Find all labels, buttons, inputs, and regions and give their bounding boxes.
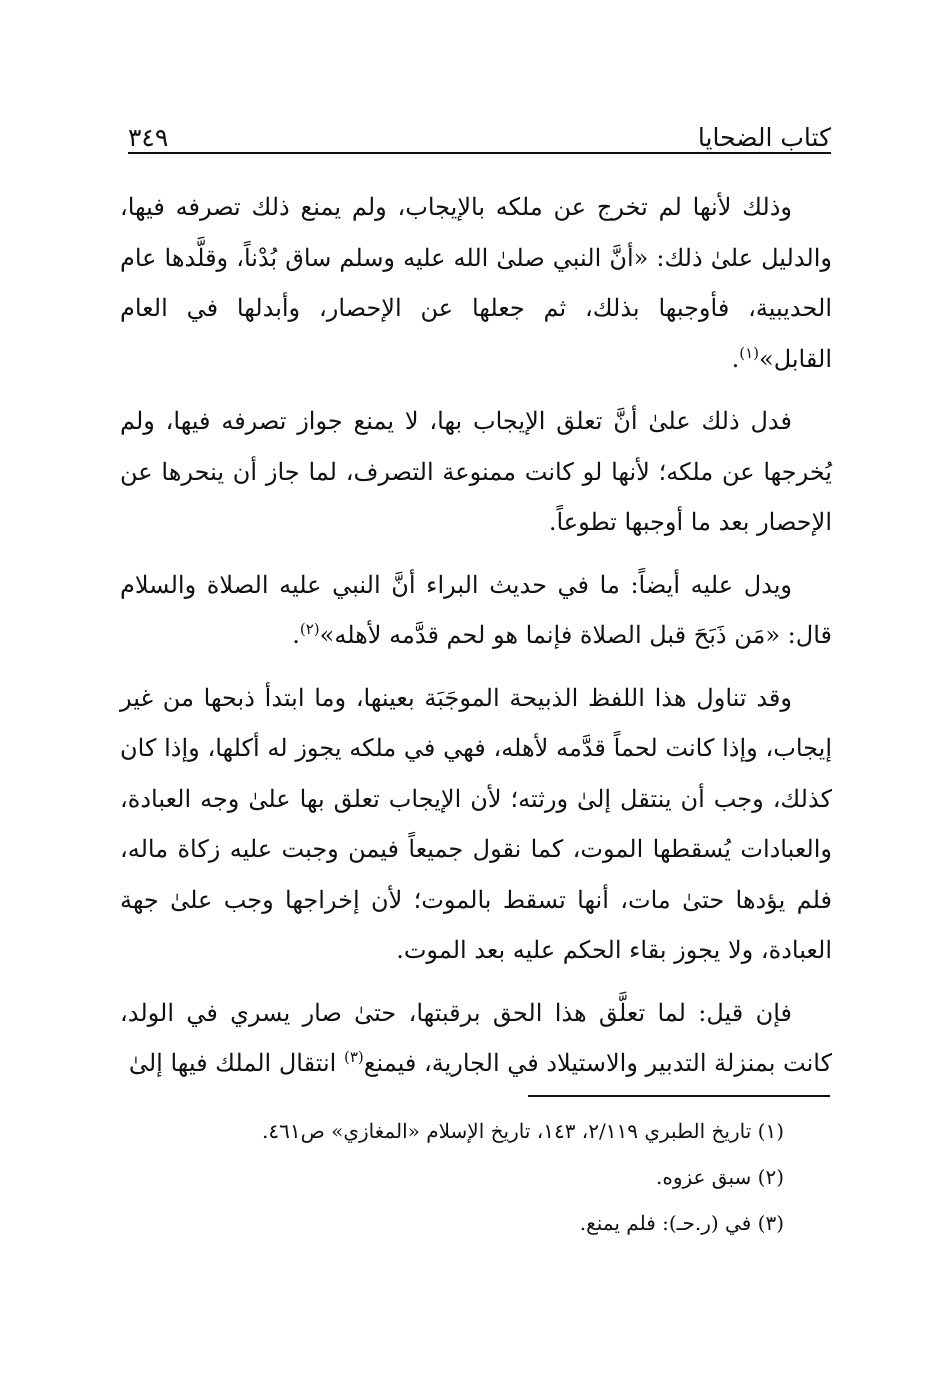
footnote-reference: (١) (739, 343, 760, 362)
footnote: (١) تاريخ الطبري ٢/١١٩، ١٤٣، تاريخ الإسلام «المغازي» ص٤٦١. (261, 1119, 784, 1143)
paragraph: ويدل عليه أيضاً: ما في حديث البراء أنَّ النبي عليه الصلاة والسلام قال: «مَن ذَبَحَ قبل الصلاة فإنما هو لحم قدَّمه لأهله»$^{(٢)}$. (120, 570, 832, 649)
footnote: (٢) سبق عزوه. (655, 1165, 784, 1189)
footnote: (٣) في (ر.حـ): فلم يمنع. (579, 1211, 784, 1235)
paragraph: وذلك لأنها لم تخرج عن ملكه بالإيجاب، ولم يمنع ذلك تصرفه فيها، والدليل علىٰ ذلك: «أنَّ النبي صلىٰ الله عليه وسلم ساق بُدْناً، وقلَّدها عام الحديبية، فأوجبها بذلك، ثم جعلها عن الإحصار، وأبدلها في العام القابل»$^{(١)}$. (120, 193, 832, 373)
footnotes (120, 1108, 784, 1246)
paragraph: فدل ذلك علىٰ أنَّ تعلق الإيجاب بها، لا يمنع جواز تصرفه فيها، ولم يُخرجها عن ملكه؛ لأنها لو كانت ممنوعة التصرف، لما جاز أن ينحرها عن الإحصار بعد ما أوجبها تطوعاً. (120, 407, 832, 536)
footnote-reference: (٢) (299, 620, 320, 638)
paragraph: فإن قيل: لما تعلَّق هذا الحق برقبتها، حتىٰ صار يسري في الولد، كانت بمنزلة التدبير والاستيلاد في الجارية، فيمنع$^{(٣)}$ انتقال الملك فيها إلىٰ (120, 998, 832, 1077)
main-text (120, 182, 832, 1089)
page-number: ٣٤٩ (128, 123, 169, 152)
book-title: كتاب الضحايا (697, 123, 831, 152)
page-header (128, 108, 831, 152)
footnote-reference: (٣) (343, 1048, 364, 1066)
paragraph: وقد تناول هذا اللفظ الذبيحة الموجَبَة بعينها، وما ابتدأ ذبحها من غير إيجاب، وإذا كانت لحماً قدَّمه لأهله، فهي في ملكه يجوز له أكلها، وإذا كان كذلك، وجب أن ينتقل إلىٰ ورثته؛ لأن الإيجاب تعلق بها علىٰ وجه العبادة، والعبادات يُسقطها الموت، كما نقول جميعاً فيمن وجبت عليه زكاة ماله، فلم يؤدها حتىٰ مات، أنها تسقط بالموت؛ لأن إخراجها وجب علىٰ جهة العبادة، ولا يجوز بقاء الحكم عليه بعد الموت. (120, 683, 832, 964)
footnote-divider (528, 1095, 830, 1097)
header-divider (128, 152, 831, 154)
